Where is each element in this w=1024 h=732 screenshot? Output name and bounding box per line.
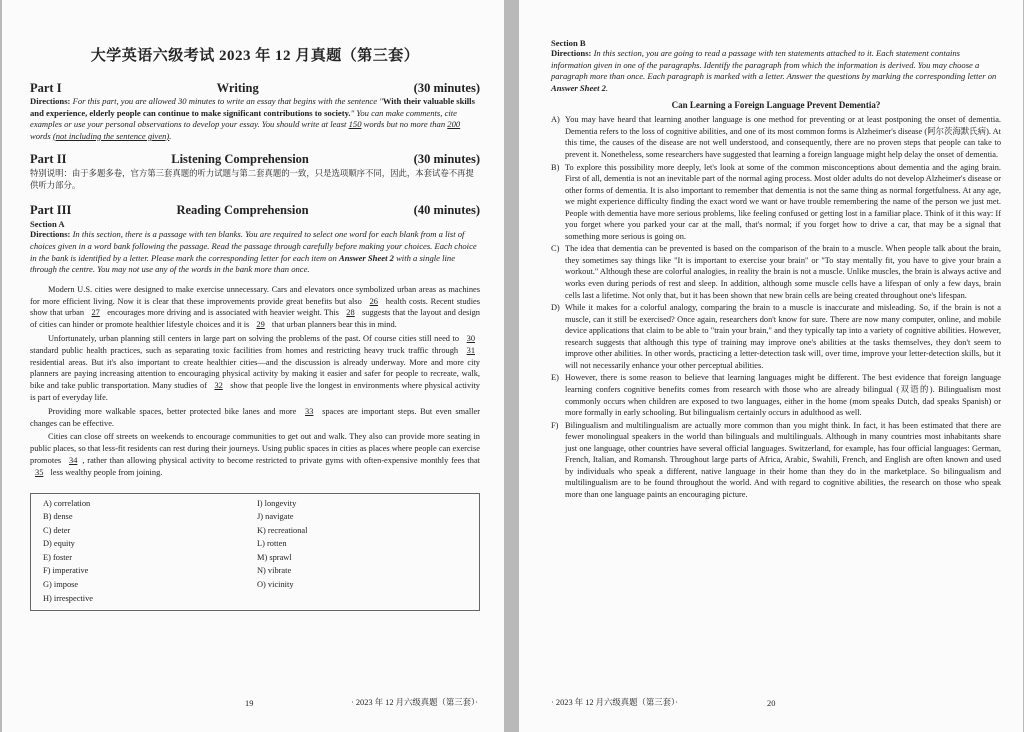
word-bank-item: E) foster xyxy=(43,552,73,562)
paragraph-b: B) To explore this possibility more deeply, let's look at some of the common misconceptions about dementia and the aging brain. First of all, dementia is not an inevitable part of the normal aging process. Most older adults do not develop Alzheimer's disease or other forms of dementia. It is also important to remember that dementia is not the same thing as normal forgetfulness. At any age, we might experience difficulty finding the exact word we want or have trouble remembering the name of the person we just met. People with dementia have more serious problems, like feeling confused or getting lost in a familiar place. Think of it this way: If you forget where you parked your car at the mall, that's normal; if you forget how to drive a car, that may be a signal that something more serious is going on. xyxy=(551,162,1001,241)
word-bank-item: C) deter xyxy=(43,525,71,535)
passage-paragraph-4: Cities can close off streets on weekends to encourage communities to get out and walk. They also can provide more seating in public places, so that less-fit residents can rest during their journeys. Using public spaces in cities as places where people can exercise promotes 34 , rather than allowing physical activity to become restricted to private gyms with often-expensive monthly fees that 35 less wealthy people from joining. xyxy=(30,432,480,477)
paragraph-f: F) Bilingualism and multilingualism are actually more common than you might think. In fact, it has been estimated that there are fewer monolingual speakers in the world than bilinguals and multilinguals. Although in many countries most inhabitants share just one language, other countries have several official languages. Switzerland, for example, has four official languages: German, French, Italian, and Romansh. Throughout large parts of Africa, Arabic, Swahili, French, and English are often known and used by individuals who speak a different, native language in their home than they do in the marketplace. So bilingualism and multilingualism are to be found throughout the world. And with regard to cognitive abilities, the research on those who speak more than one language paints an encouraging picture. xyxy=(551,420,1001,499)
word-bank-item: O) vicinity xyxy=(257,580,294,590)
word-bank-left xyxy=(43,497,257,606)
blank-34: 34 xyxy=(69,455,78,465)
page-20 xyxy=(519,0,1023,732)
paragraph-e: E) However, there is some reason to believe that learning languages might be different. The best evidence that foreign language learning confers cognitive benefits comes from research with those who are already bilingual (双语的). Bilingualism most commonly occurs when children are exposed to two languages, either in the home (mom speaks Dutch, dad speaks Spanish) or more formally in early schooling. But bilingualism certainly occurs in adulthood as well. xyxy=(551,373,1001,418)
part3-header xyxy=(30,203,480,218)
page-number: 19 xyxy=(245,699,254,708)
blank-26: 26 xyxy=(369,296,378,306)
part2-label: Part II xyxy=(30,152,67,167)
part3-name: Reading Comprehension xyxy=(176,203,309,218)
part1-directions: Directions: For this part, you are allowed 30 minutes to write an essay that begins with the sentence "With their valuable skills and experience, elderly people can continue to make significant contributions to society." You can make comments, cite examples or use your personal observations to develop your essay. You should write at least 150 words but no more than 200 words (not including the sentence given). xyxy=(30,96,475,141)
word-bank-item: I) longevity xyxy=(257,498,297,508)
page-number: 20 xyxy=(767,699,776,708)
part3-time: (40 minutes) xyxy=(413,203,480,218)
page-footer: · 2023 年 12 月六级真题（第三套）· xyxy=(350,698,478,707)
part1-label: Part I xyxy=(30,81,62,95)
part1-header xyxy=(30,81,480,96)
section-a-label: Section A xyxy=(30,219,65,230)
paragraph-c: C) The idea that dementia can be prevented is based on the comparison of the brain to a muscle. When people talk about the brain, they sometimes say things like "It is important to exercise your brain" or "To stay mentally fit, you have to give your brain a workout." Although these are colorful analogies, in reality the brain is not a muscle. Unlike muscles, the brain is always active and works even during periods of rest and sleep. In addition, although some muscle cells have a lifespan of only a few days, brain cells last a lifetime. Not only that, but it has been shown that new brain cells are being created throughout one's lifespan. xyxy=(551,244,1002,300)
blank-33: 33 xyxy=(305,406,314,416)
article-title: Can Learning a Foreign Language Prevent Dementia? xyxy=(671,100,881,111)
word-bank-item: H) irrespective xyxy=(43,593,93,603)
paragraph-a: A) You may have heard that learning another language is one method for preventing or at least postponing the onset of dementia. Dementia refers to the loss of cognitive abilities, and one of its most common forms is Alzheimer's disease (阿尔茨海默氏病). At this time, the causes of the disease are not well understood, and consequently, there are no proven steps that people can take to prevent it. Nonetheless, some researchers have suggested that learning a foreign language might help delay the onset of dementia. xyxy=(551,115,1001,160)
part2-header xyxy=(30,152,480,167)
part2-name: Listening Comprehension xyxy=(171,152,309,167)
listening-notice: 特别说明：由于多题多卷，官方第三套真题的听力试题与第二套真题的一致，只是选项顺序不同，因此，本套试卷不再提供听力部分。 xyxy=(30,168,474,191)
paragraph-d: D) While it makes for a colorful analogy, comparing the brain to a muscle is inaccurate and misleading. So, if the brain is not a muscle, can it still be exercised? Once again, researchers don't know for sure. There are now many computer, online, and mobile device applications that claim to be able to "train your brain," and they typically tap into a variety of cognitive abilities. However, research suggests that although this type of training may improve one's abilities at the tasks themselves, they don't seem to improve other abilities. In other words, practicing a letter-detection task will, over time, improve your letter-detection skills, but it will not necessarily enhance your other perceptual abilities. xyxy=(551,303,1001,370)
blank-35: 35 xyxy=(35,467,44,477)
part2-time: (30 minutes) xyxy=(413,152,480,167)
word-bank-item: M) sprawl xyxy=(257,552,292,562)
word-bank-item: D) equity xyxy=(43,539,75,549)
page-19 xyxy=(2,0,504,732)
page-footer: · 2023 年 12 月六级真题（第三套）· xyxy=(551,698,679,707)
word-bank-item: K) recreational xyxy=(257,525,308,535)
word-bank xyxy=(30,493,480,611)
part1-time: (30 minutes) xyxy=(413,81,480,95)
section-b-directions: Directions: In this section, you are going to read a passage with ten statements attached to it. Each statement contains information given in one of the paragraphs. Identify the paragraph from which the information is derived. You may choose a paragraph more than once. Each paragraph is marked with a letter. Answer the questions by marking the corresponding letter on Answer Sheet 2. xyxy=(551,48,997,93)
part3-label: Part III xyxy=(30,203,72,218)
word-bank-item: N) vibrate xyxy=(257,566,292,576)
word-bank-item: L) rotten xyxy=(257,539,287,549)
passage-paragraph-3: Providing more walkable spaces, better protected bike lanes and more 33 spaces are important steps. But even smaller changes can be effective. xyxy=(30,406,480,428)
blank-30: 30 xyxy=(466,333,475,343)
word-bank-item: A) correlation xyxy=(43,498,91,508)
passage-paragraph-1: Modern U.S. cities were designed to make exercise unnecessary. Cars and elevators once symbolized urban areas as machines for more efficient living. Now it is clear that these improvements provide great benefits but also 26 health costs. Recent studies show that urban 27 encourages more driving and is associated with heavier weight. This 28 suggests that the layout and design of cities can hinder or promote healthier lifestyle choices and it is 29 that urban planners bear this in mind. xyxy=(30,284,480,330)
word-bank-item: F) imperative xyxy=(43,566,89,576)
part3-directions: Directions: In this section, there is a passage with ten blanks. You are required to select one word for each blank from a list of choices given in a word bank following the passage. Read the passage through carefully before making your choices. Each choice in the bank is identified by a letter. Please mark the corresponding letter for each item on Answer Sheet 2 with a single line through the centre. You may not use any of the words in the bank more than once. xyxy=(30,229,477,275)
word-bank-item: J) navigate xyxy=(257,512,294,522)
blank-31: 31 xyxy=(466,345,475,355)
part1-name: Writing xyxy=(216,81,259,95)
word-bank-item: B) dense xyxy=(43,512,73,522)
exam-title: 大学英语六级考试 2023 年 12 月真题（第三套） xyxy=(90,48,420,64)
blank-32: 32 xyxy=(214,381,223,391)
blank-28: 28 xyxy=(346,308,355,318)
passage-paragraph-2: Unfortunately, urban planning still centers in large part on solving the problems of the past. Of course cities still need to 30 standard public health practices, such as separating toxic facilities from homes and restricting heavy truck traffic through 31 residential areas. But it's also important to create healthier cities—and the discussion is already underway. More and more city planners are paying increasing attention to encouraging physical activity by making it easier and safer for people to recreate, walk, bike and take public transportation. Many studies of 32 show that people live the longest in environments where physical activity is part of everyday life. xyxy=(30,333,480,402)
word-bank-item: G) impose xyxy=(43,580,79,590)
word-bank-right xyxy=(257,497,471,606)
section-b-label: Section B xyxy=(551,38,586,48)
blank-29: 29 xyxy=(256,320,265,330)
blank-27: 27 xyxy=(91,308,100,318)
